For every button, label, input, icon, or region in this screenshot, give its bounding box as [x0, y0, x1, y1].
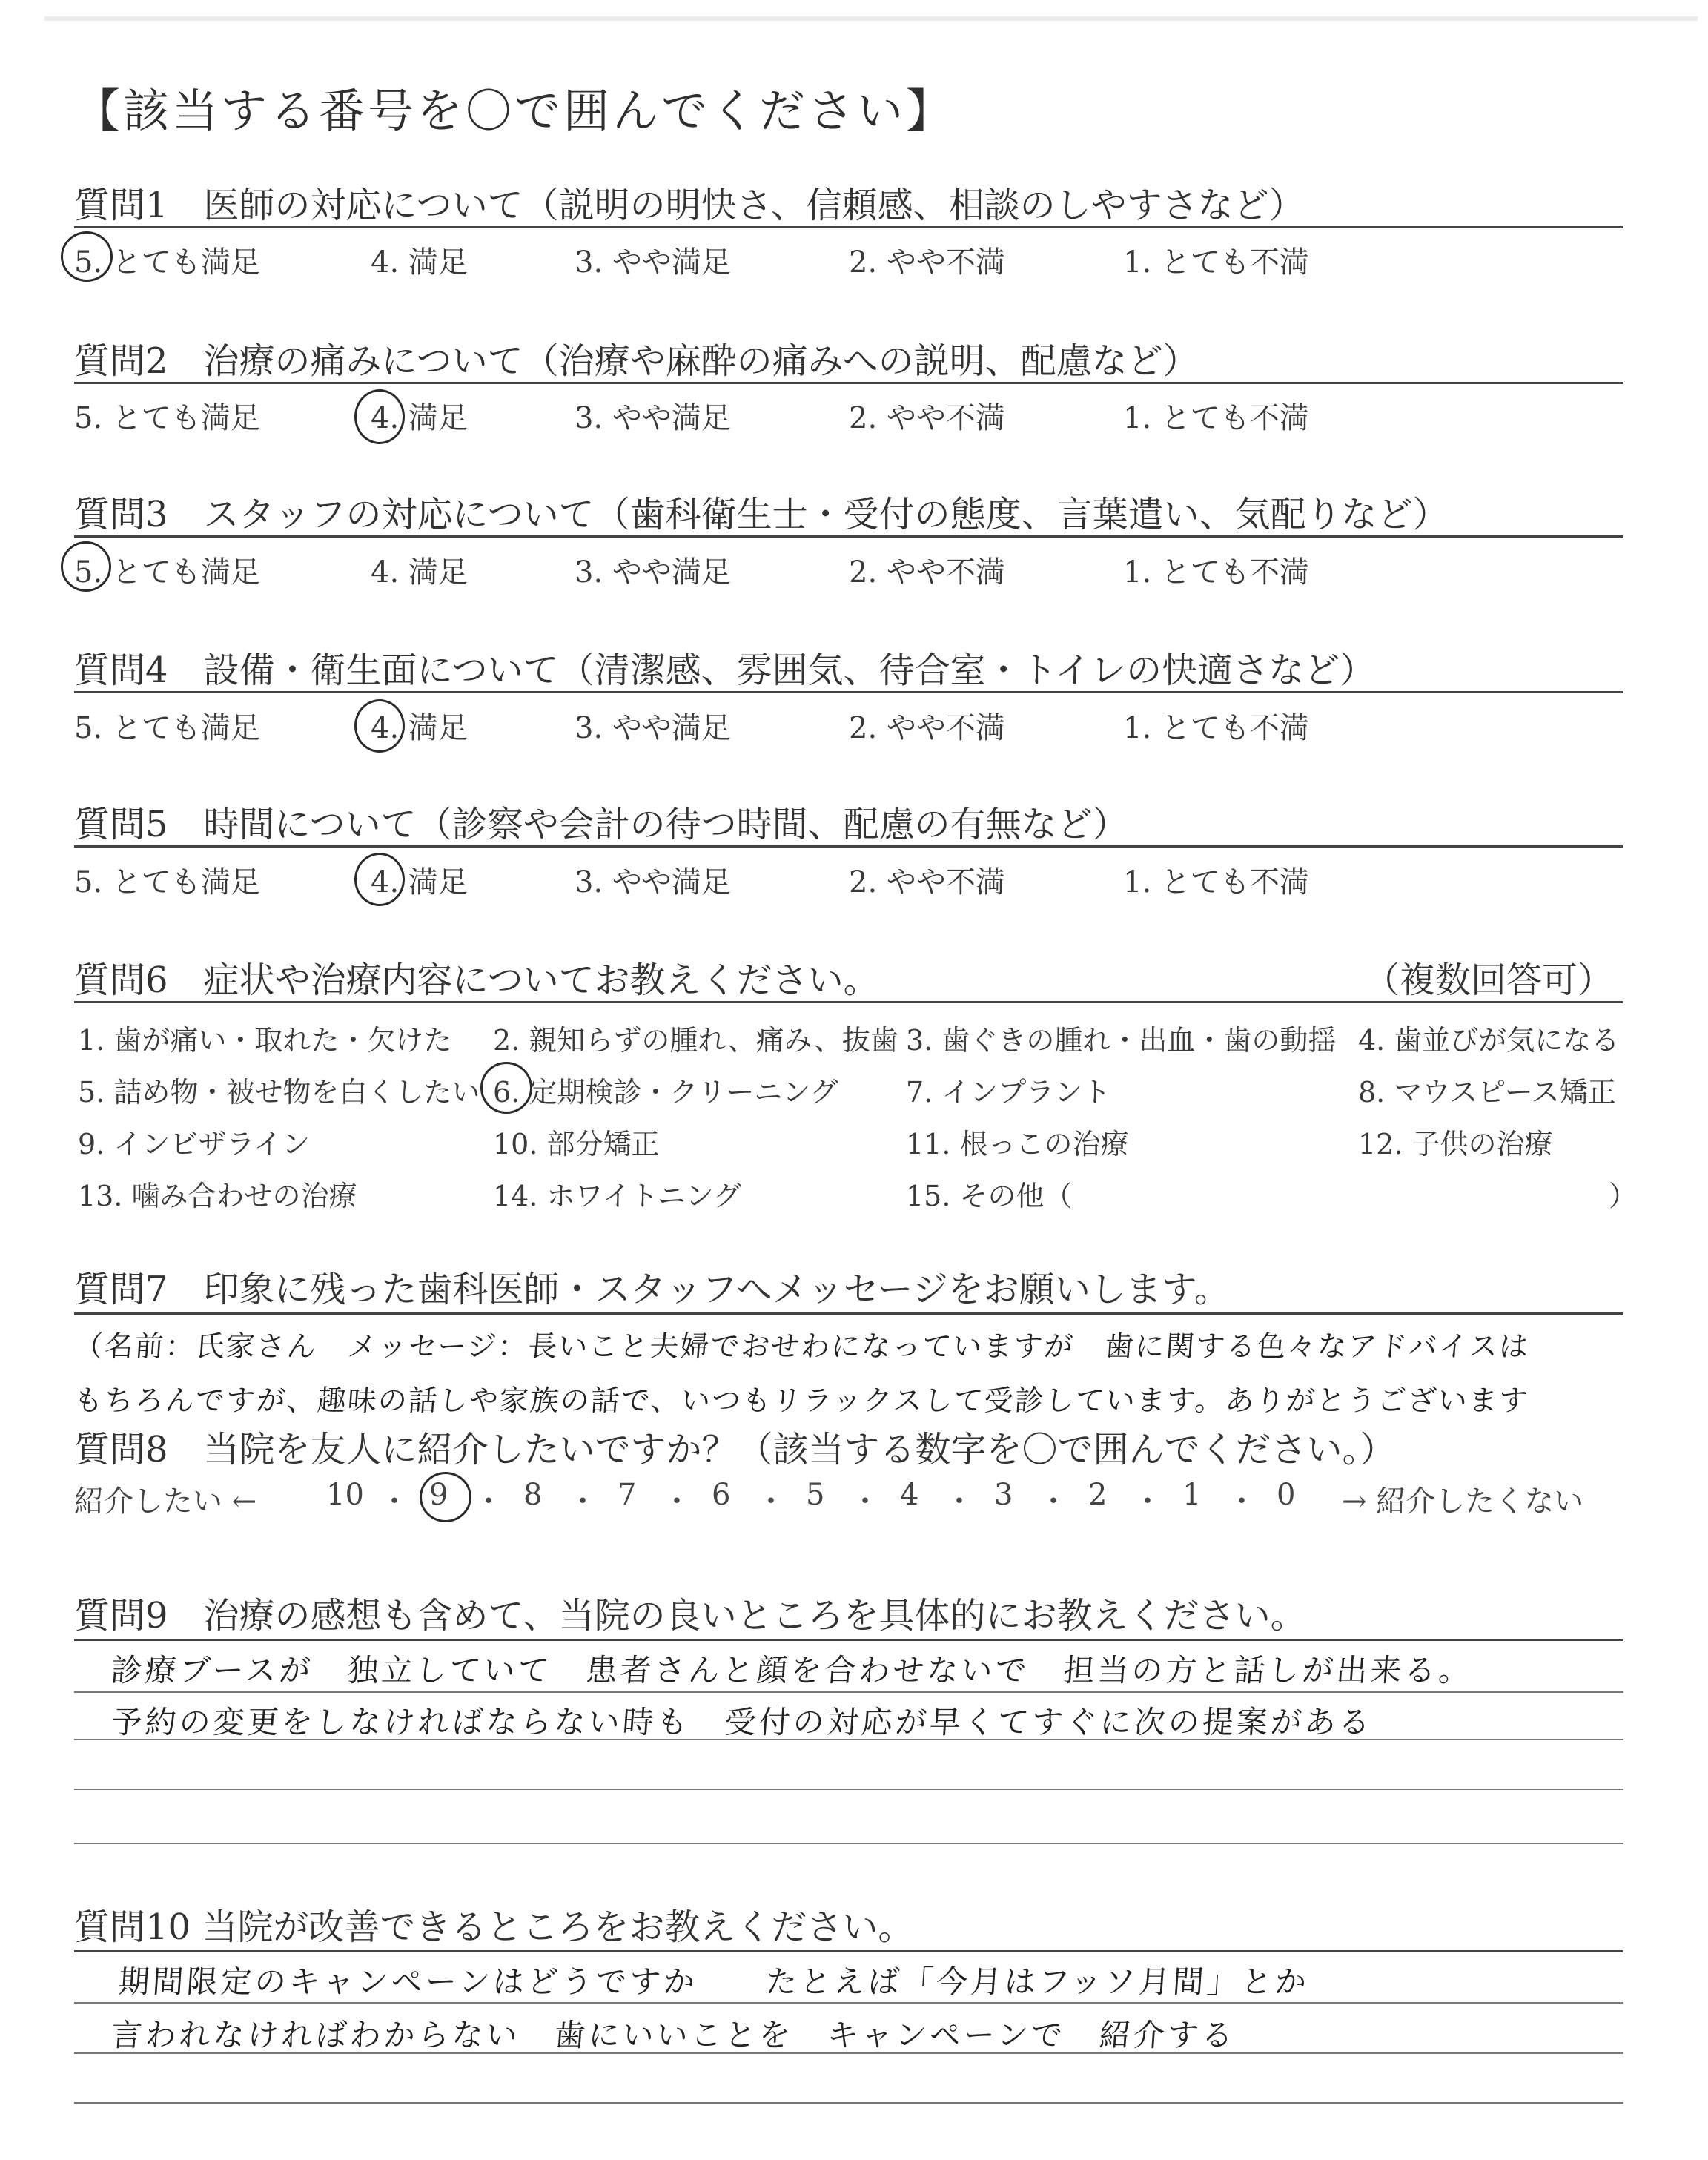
q2-option-3[interactable]: 3. やや満足: [575, 401, 731, 435]
q8-separator-dot: ・: [850, 1484, 880, 1519]
q6-option-3[interactable]: 3. 歯ぐきの腫れ・出血・歯の動揺: [906, 1024, 1337, 1057]
q8-number-5[interactable]: 5: [806, 1478, 825, 1512]
q1-rule: [74, 226, 1623, 228]
q6-option-4[interactable]: 4. 歯並びが気になる: [1358, 1024, 1620, 1057]
q8-separator-dot: ・: [1227, 1484, 1257, 1519]
q6-note: （複数回答可）: [1364, 960, 1614, 1001]
q3-option-1[interactable]: 1. とても不満: [1123, 555, 1309, 589]
q8-separator-dot: ・: [1133, 1484, 1162, 1519]
q3-answer-circle: [61, 541, 111, 592]
q10-answer-text-1: 期間限定のキャンペーンはどうですか たとえば「今月はフッソ月間」とか: [117, 1964, 1311, 2000]
q8-separator-dot: ・: [474, 1484, 503, 1519]
q7-title: 質問7 印象に残った歯科医師・スタッフへメッセージをお願いします。: [74, 1269, 1230, 1310]
q6-option-13[interactable]: 13. 噛み合わせの治療: [78, 1180, 357, 1212]
q3-title: 質問3 スタッフの対応について（歯科衛生士・受付の態度、言葉遣い、気配りなど）: [74, 494, 1449, 535]
q2-option-1[interactable]: 1. とても不満: [1123, 401, 1309, 435]
q4-option-2[interactable]: 2. やや不満: [849, 711, 1005, 745]
q6-option-2[interactable]: 2. 親知らずの腫れ、痛み、抜歯: [493, 1024, 898, 1057]
scan-top-edge: [44, 16, 1698, 21]
q10-answer-text-2: 言われなければわからない 歯にいいことを キャンペーンで 紹介する: [110, 2017, 1237, 2053]
q9-answer-text-1: 診療ブースが 独立していて 患者さんと顔を合わせないで 担当の方と話しが出来る。: [110, 1652, 1474, 1688]
q4-option-1[interactable]: 1. とても不満: [1123, 711, 1309, 745]
q5-option-4[interactable]: 4. 満足: [371, 865, 468, 899]
q5-option-1[interactable]: 1. とても不満: [1123, 865, 1309, 899]
q4-option-3[interactable]: 3. やや満足: [575, 711, 731, 745]
q2-option-5[interactable]: 5. とても満足: [74, 401, 260, 435]
q8-number-9[interactable]: 9: [429, 1478, 448, 1512]
q7-message-line2: もちろんですが、趣味の話しや家族の話で、いつもリラックスして受診しています。ありがとうございます: [73, 1384, 1531, 1418]
q10-answer-line-1: [74, 2002, 1623, 2004]
q1-option-5[interactable]: 5. とても満足: [74, 245, 260, 280]
q3-rule: [74, 535, 1623, 538]
q8-separator-dot: ・: [568, 1484, 598, 1519]
q6-option-8[interactable]: 8. マウスピース矯正: [1358, 1076, 1616, 1109]
q6-option-6[interactable]: 6. 定期検診・クリーニング: [493, 1076, 838, 1109]
q3-option-4[interactable]: 4. 満足: [371, 555, 468, 589]
q2-option-2[interactable]: 2. やや不満: [849, 401, 1005, 435]
q8-left-label: 紹介したい ←: [74, 1484, 257, 1519]
q8-separator-dot: ・: [944, 1484, 974, 1519]
q8-separator-dot: ・: [380, 1484, 409, 1519]
q8-number-4[interactable]: 4: [900, 1478, 919, 1512]
q6-option-7[interactable]: 7. インプラント: [906, 1076, 1111, 1109]
q2-option-4[interactable]: 4. 満足: [371, 401, 468, 435]
q8-number-10[interactable]: 10: [326, 1478, 364, 1512]
q10-title: 質問10 当院が改善できるところをお教えください。: [74, 1906, 914, 1948]
q1-option-1[interactable]: 1. とても不満: [1123, 245, 1309, 280]
q1-option-3[interactable]: 3. やや満足: [575, 245, 731, 280]
q4-option-4[interactable]: 4. 満足: [371, 711, 468, 745]
q9-rule: [74, 1639, 1623, 1641]
q1-option-2[interactable]: 2. やや不満: [849, 245, 1005, 280]
q5-answer-circle: [354, 853, 405, 906]
q7-rule: [74, 1312, 1623, 1315]
q2-title: 質問2 治療の痛みについて（治療や麻酔の痛みへの説明、配慮など）: [74, 340, 1199, 382]
q1-title: 質問1 医師の対応について（説明の明快さ、信頼感、相談のしやすさなど）: [74, 185, 1305, 226]
q5-title: 質問5 時間について（診察や会計の待つ時間、配慮の有無など）: [74, 804, 1128, 845]
q8-number-1[interactable]: 1: [1182, 1478, 1202, 1512]
q2-rule: [74, 382, 1623, 384]
q6-option-15[interactable]: 15. その他（: [906, 1180, 1073, 1212]
q5-option-3[interactable]: 3. やや満足: [575, 865, 731, 899]
q6-option-12[interactable]: 12. 子供の治療: [1358, 1128, 1553, 1160]
q8-number-2[interactable]: 2: [1088, 1478, 1108, 1512]
q9-answer-line-3: [74, 1789, 1623, 1790]
q6-option-11[interactable]: 11. 根っこの治療: [906, 1128, 1129, 1160]
q6-option-10[interactable]: 10. 部分矯正: [493, 1128, 660, 1160]
q8-number-6[interactable]: 6: [712, 1478, 731, 1512]
q7-message-line1: （名前：氏家さん メッセージ：長いこと夫婦でおせわになっていますが 歯に関する色々なアドバイスは: [73, 1330, 1531, 1364]
q8-number-8[interactable]: 8: [523, 1478, 543, 1512]
q10-rule: [74, 1950, 1623, 1952]
q8-number-0[interactable]: 0: [1277, 1478, 1296, 1512]
q6-answer-circle: [480, 1062, 532, 1114]
q3-option-2[interactable]: 2. やや不満: [849, 555, 1005, 589]
q8-answer-circle: [420, 1472, 471, 1522]
q5-rule: [74, 845, 1623, 848]
q6-other-close-paren: ）: [1609, 1180, 1638, 1212]
q6-option-14[interactable]: 14. ホワイトニング: [493, 1180, 742, 1212]
q6-title: 質問6 症状や治療内容についてお教えください。: [74, 960, 879, 1001]
q6-option-1[interactable]: 1. 歯が痛い・取れた・欠けた: [78, 1024, 452, 1057]
q6-option-5[interactable]: 5. 詰め物・被せ物を白くしたい: [78, 1076, 480, 1109]
q3-option-3[interactable]: 3. やや満足: [575, 555, 731, 589]
q8-title: 質問8 当院を友人に紹介したいですか？（該当する数字を〇で囲んでください。）: [74, 1429, 1396, 1470]
q4-title: 質問4 設備・衛生面について（清潔感、雰囲気、待合室・トイレの快適さなど）: [74, 650, 1376, 691]
q6-rule: [74, 1001, 1623, 1003]
q4-rule: [74, 691, 1623, 693]
q5-option-5[interactable]: 5. とても満足: [74, 865, 260, 899]
page-title: 【該当する番号を〇で囲んでください】: [74, 84, 956, 138]
q8-right-label: → 紹介したくない: [1342, 1484, 1584, 1519]
q9-answer-line-4: [74, 1843, 1623, 1844]
q1-option-4[interactable]: 4. 満足: [371, 245, 468, 280]
q9-title: 質問9 治療の感想も含めて、当院の良いところを具体的にお教えください。: [74, 1595, 1306, 1636]
q8-separator-dot: ・: [662, 1484, 692, 1519]
q9-answer-line-1: [74, 1691, 1623, 1693]
q6-option-9[interactable]: 9. インビザライン: [78, 1128, 311, 1160]
q5-option-2[interactable]: 2. やや不満: [849, 865, 1005, 899]
q8-separator-dot: ・: [1039, 1484, 1068, 1519]
q8-number-7[interactable]: 7: [618, 1478, 637, 1512]
q4-option-5[interactable]: 5. とても満足: [74, 711, 260, 745]
q8-separator-dot: ・: [756, 1484, 786, 1519]
q8-number-3[interactable]: 3: [994, 1478, 1013, 1512]
q2-answer-circle: [354, 389, 405, 444]
q10-answer-line-3: [74, 2102, 1623, 2104]
q4-answer-circle: [354, 699, 405, 753]
q9-answer-text-2: 予約の変更をしなければならない時も 受付の対応が早くてすぐに次の提案がある: [110, 1704, 1374, 1740]
q3-option-5[interactable]: 5. とても満足: [74, 555, 260, 589]
q1-answer-circle: [61, 231, 113, 282]
